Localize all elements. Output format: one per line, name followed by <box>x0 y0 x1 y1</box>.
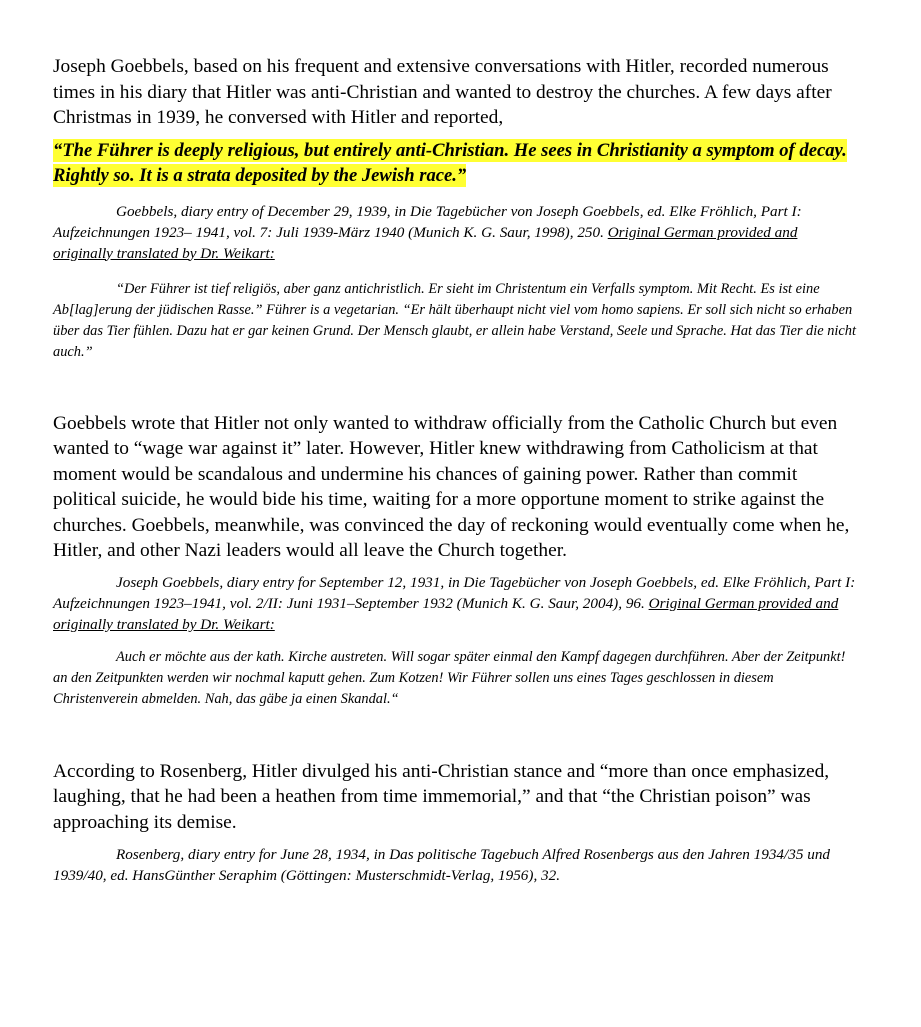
body-paragraph-rosenberg: According to Rosenberg, Hitler divulged his anti-Christian stance and “more than once emphasized, laughing, that he had been a heathen from time immemorial,” and that “the Christian poison” was approaching its demise. <box>53 760 830 833</box>
highlighted-quote <box>53 138 861 188</box>
quote-highlight: “The Führer is deeply religious, but entirely anti-Christian. He sees in Christianity a symptom of decay. Rightly so. It is a strata deposited by the Jewish race.” <box>53 139 847 186</box>
citation-text: Goebbels, diary entry of December 29, 1939, in Die Tagebücher von Joseph Goebbels, ed. Elke Fröhlich, Part I: Aufzeichnungen 1923– 1941, vol. 7: Juli 1939-März 1940 (Munich K. G. Saur, 1998), 250. <box>53 202 802 241</box>
citation-rosenberg-1934: Rosenberg, diary entry for June 28, 1934, in Das politische Tagebuch Alfred Rosenbergs aus den Jahren 1934/35 und 1939/40, ed. HansGünther Seraphim (Göttingen: Musterschmidt-Verlag, 1956), 32. <box>53 846 831 885</box>
german-quote-1939: “Der Führer ist tief religiös, aber ganz antichristlich. Er sieht im Christentum ein Verfalls symptom. Mit Recht. Es ist eine Ab[lag]erung der jüdischen Rasse.” Führer is a vegetarian. “Er hält überhaupt nicht viel vom homo sapiens. Er soll sich nicht so erhaben über das Tier fühlen. Dazu hat er gar keinen Grund. Der Mensch glaubt, er allein habe Verstand, Seele und Sprache. Hat das Tier die nicht auch.” <box>53 280 856 361</box>
german-quote-1931: Auch er möchte aus der kath. Kirche austreten. Will sogar später einmal den Kampf dagegen durchführen. Aber der Zeitpunkt! an den Zeitpunkten werden wir nochmal kaputt gehen. Zum Kotzen! Wir Führer sollen uns eines Tages geschlossen in diesem Christenverein abmelden. Nah, das gäbe ja einen Skandal.“ <box>53 648 846 708</box>
citation-translation-note: Original German provided and originally translated by Dr. Weikart: <box>53 223 798 262</box>
citation-goebbels-1939 <box>53 201 861 264</box>
citation-goebbels-1931 <box>53 572 861 635</box>
citation-text: Joseph Goebbels, diary entry for September 12, 1931, in Die Tagebücher von Joseph Goebbels, ed. Elke Fröhlich, Part I: Aufzeichnungen 1923–1941, vol. 2/II: Juni 1931–September 1932 (Munich K. G. Saur, 2004), 96. <box>53 573 856 612</box>
intro-paragraph: Joseph Goebbels, based on his frequent and extensive conversations with Hitler, recorded numerous times in his diary that Hitler was anti-Christian and wanted to destroy the churches. A few days after Christmas in 1939, he conversed with Hitler and reported, <box>53 56 832 128</box>
body-paragraph-catholic-church: Goebbels wrote that Hitler not only wanted to withdraw officially from the Catholic Church but even wanted to “wage war against it” later. However, Hitler knew withdrawing from Catholicism at that moment would be scandalous and undermine his chances of gaining power. Rather than commit political suicide, he would bide his time, waiting for a more opportune moment to strike against the churches. Goebbels, meanwhile, was convinced the day of reckoning would eventually come when he, Hitler, and other Nazi leaders would all leave the Church together. <box>53 412 850 562</box>
citation-translation-note: Original German provided and originally translated by Dr. Weikart: <box>53 594 839 633</box>
document-page <box>53 54 861 886</box>
